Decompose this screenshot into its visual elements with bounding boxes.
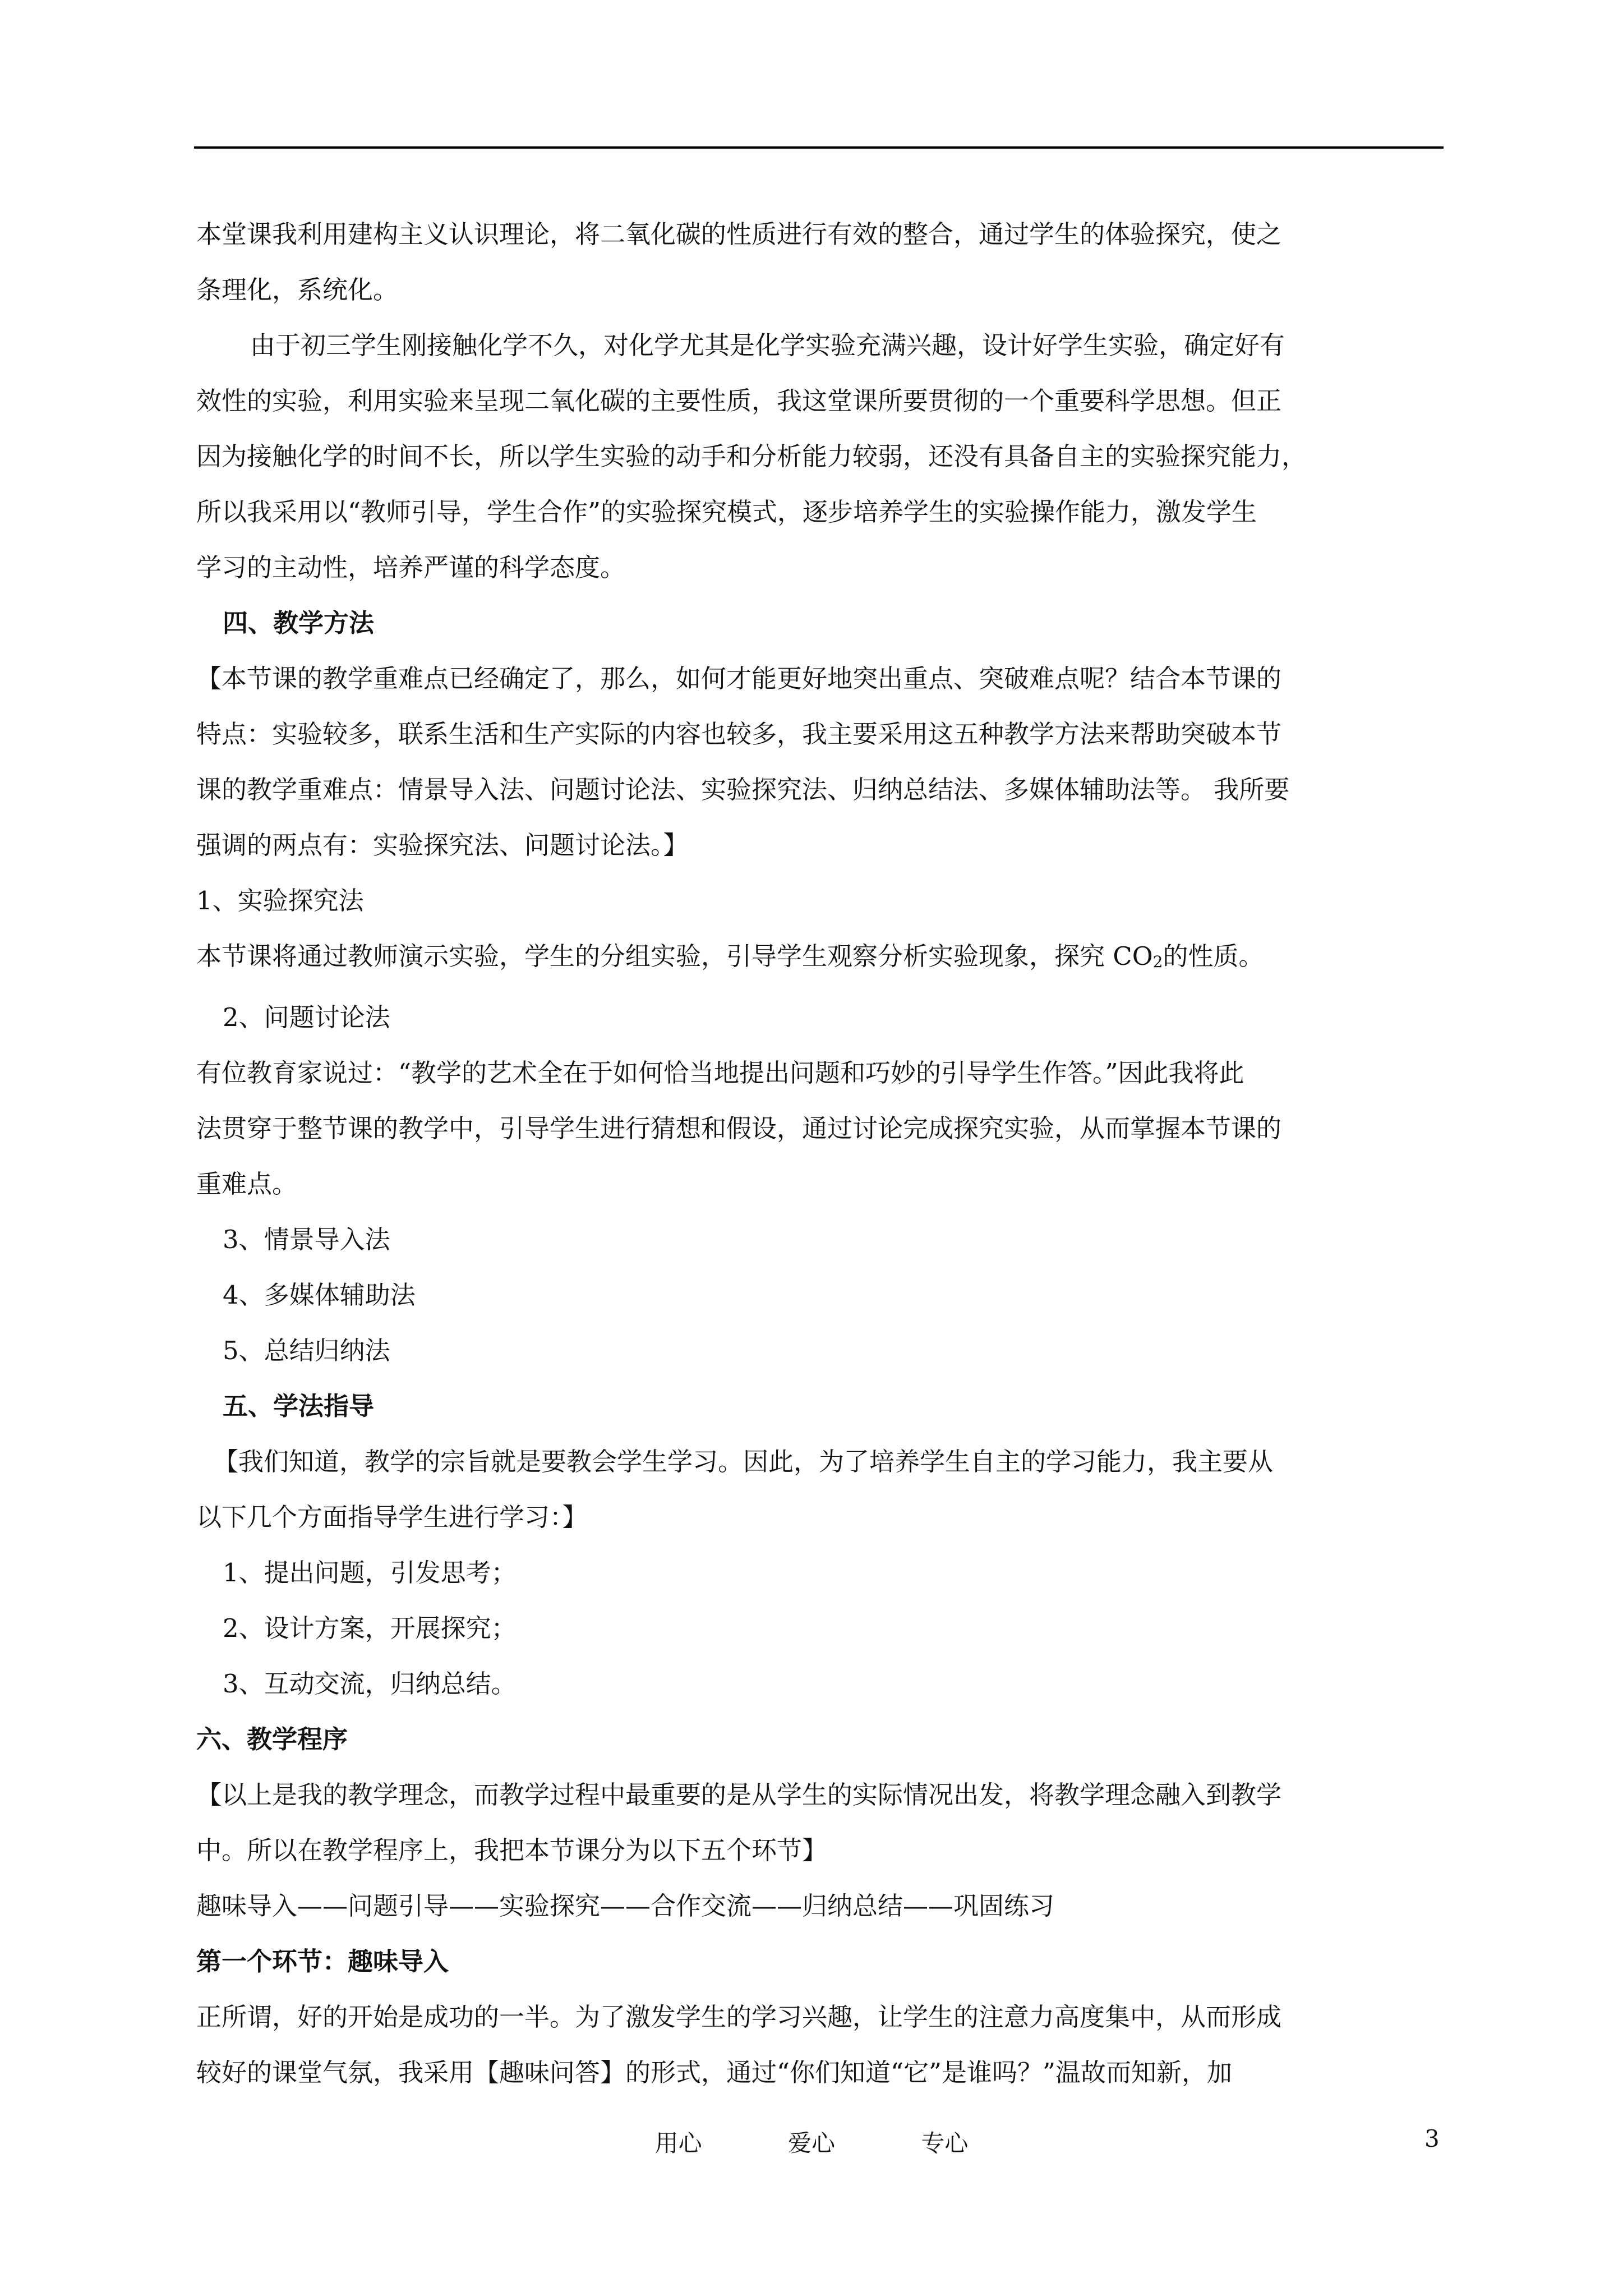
paragraph-line: 趣味导入——问题引导——实验探究——合作交流——归纳总结——巩固练习 xyxy=(196,1891,1055,1921)
text-span: 的性质。 xyxy=(1163,941,1264,971)
page-number: 3 xyxy=(1424,2125,1440,2152)
footer-motto: 专心 xyxy=(921,2129,969,2157)
list-item: 1、提出问题，引发思考； xyxy=(223,1558,517,1588)
paragraph-line: 有位教育家说过：“教学的艺术全在于如何恰当地提出问题和巧妙的引导学生作答。”因此我将此 xyxy=(196,1058,1244,1088)
section-heading: 五、学法指导 xyxy=(223,1391,375,1421)
paragraph-line: 较好的课堂气氛，我采用【趣味问答】的形式，通过“你们知道“它”是谁吗？”温故而知新，加 xyxy=(196,2058,1233,2087)
footer-motto: 爱心 xyxy=(787,2129,835,2157)
list-item: 3、情景导入法 xyxy=(223,1225,390,1254)
paragraph-line: 【我们知道，教学的宗旨就是要教会学生学习。因此，为了培养学生自主的学习能力，我主要从 xyxy=(213,1447,1274,1476)
paragraph-line: 以下几个方面指导学生进行学习：】 xyxy=(196,1502,588,1532)
list-item: 2、问题讨论法 xyxy=(223,1002,390,1032)
list-item: 4、多媒体辅助法 xyxy=(223,1280,416,1310)
list-item: 2、设计方案，开展探究； xyxy=(223,1613,517,1643)
paragraph-line: 中。所以在教学程序上，我把本节课分为以下五个环节】 xyxy=(196,1835,828,1865)
paragraph-line: 效性的实验，利用实验来呈现二氧化碳的主要性质，我这堂课所要贯彻的一个重要科学思想。但正 xyxy=(196,386,1282,416)
paragraph-line: 强调的两点有：实验探究法、问题讨论法。】 xyxy=(196,830,689,860)
paragraph-line: 正所谓，好的开始是成功的一半。为了激发学生的学习兴趣，让学生的注意力高度集中，从而形成 xyxy=(196,2002,1282,2032)
paragraph-line: 所以我采用以“教师引导，学生合作”的实验探究模式，逐步培养学生的实验操作能力，激发学生 xyxy=(196,497,1257,527)
paragraph-line: 本堂课我利用建构主义认识理论，将二氧化碳的性质进行有效的整合，通过学生的体验探究，使之 xyxy=(196,219,1282,249)
document-body xyxy=(196,206,1446,2100)
footer-motto: 用心 xyxy=(654,2129,702,2157)
list-item: 1、实验探究法 xyxy=(196,886,364,915)
section-heading: 第一个环节：趣味导入 xyxy=(196,1947,449,1976)
paragraph-line: 【本节课的教学重难点已经确定了，那么，如何才能更好地突出重点、突破难点呢？结合本节课的 xyxy=(196,664,1282,693)
paragraph-line: 条理化，系统化。 xyxy=(196,275,399,305)
text-span: 本节课将通过教师演示实验，学生的分组实验，引导学生观察分析实验现象，探究 CO xyxy=(196,941,1153,971)
section-heading: 四、教学方法 xyxy=(223,608,375,638)
paragraph-line: 【以上是我的教学理念，而教学过程中最重要的是从学生的实际情况出发，将教学理念融入到教学 xyxy=(196,1780,1282,1810)
paragraph-line: 特点：实验较多，联系生活和生产实际的内容也较多，我主要采用这五种教学方法来帮助突破本节 xyxy=(196,719,1282,749)
list-item: 3、互动交流，归纳总结。 xyxy=(223,1669,517,1699)
paragraph-line xyxy=(196,928,1446,990)
list-item: 5、总结归纳法 xyxy=(223,1336,390,1365)
subscript: 2 xyxy=(1152,953,1163,971)
section-heading: 六、教学程序 xyxy=(196,1724,348,1754)
paragraph-line: 学习的主动性，培养严谨的科学态度。 xyxy=(196,553,626,582)
paragraph-line: 由于初三学生刚接触化学不久，对化学尤其是化学实验充满兴趣，设计好学生实验，确定好有 xyxy=(250,330,1285,360)
paragraph-line: 重难点。 xyxy=(196,1169,298,1199)
paragraph-line: 因为接触化学的时间不长，所以学生实验的动手和分析能力较弱，还没有具备自主的实验探究能力， xyxy=(196,441,1307,471)
page-footer xyxy=(0,2125,1623,2159)
paragraph-line: 课的教学重难点：情景导入法、问题讨论法、实验探究法、归纳总结法、多媒体辅助法等。 我所要 xyxy=(196,775,1290,804)
paragraph-line: 法贯穿于整节课的教学中，引导学生进行猜想和假设，通过讨论完成探究实验，从而掌握本节课的 xyxy=(196,1114,1282,1143)
header-rule xyxy=(194,146,1444,149)
